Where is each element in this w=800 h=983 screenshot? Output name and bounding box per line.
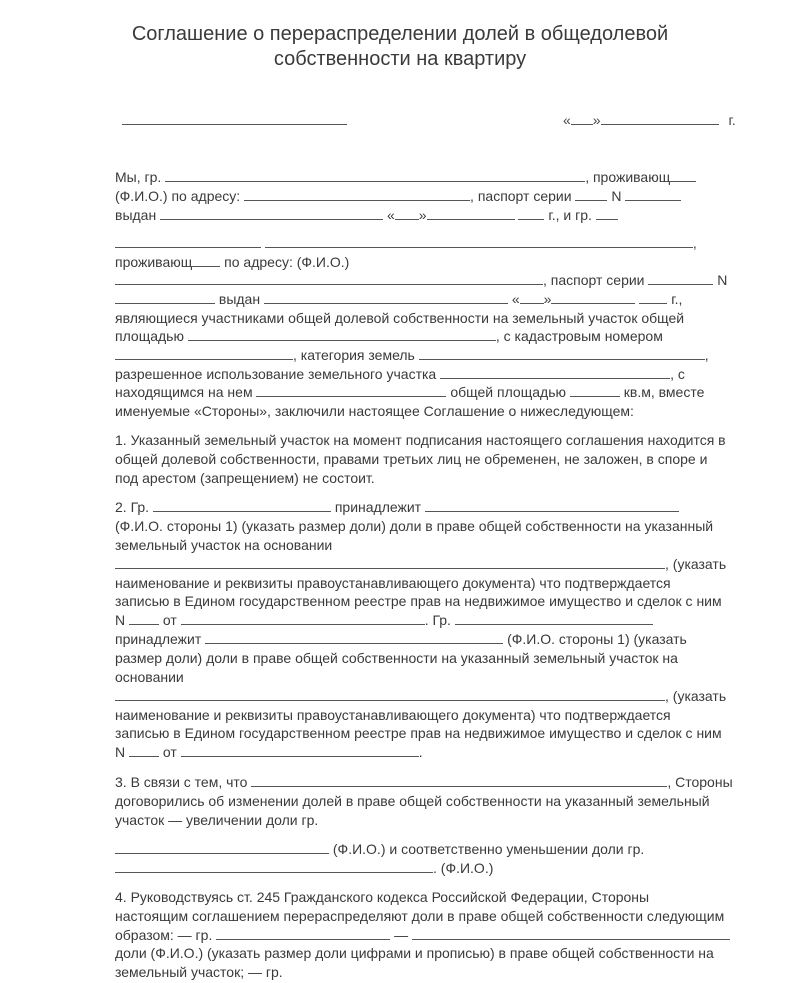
text: , паспорт серии (543, 272, 645, 288)
line (115, 840, 644, 859)
date-month-blank[interactable] (601, 111, 719, 125)
blank-field[interactable] (419, 346, 705, 360)
blank-field[interactable] (520, 290, 544, 304)
text: (Ф.И.О. стороны 1) (указать (507, 631, 687, 647)
blank-field[interactable] (205, 630, 503, 644)
document-title (0, 22, 800, 72)
text: принадлежит (334, 499, 422, 515)
blank-field[interactable] (115, 271, 543, 285)
line (115, 859, 493, 878)
blank-field[interactable] (115, 687, 665, 701)
text: , с кадастровым номером (495, 328, 663, 344)
text: по адресу: (Ф.И.О.) (224, 254, 350, 270)
date-quote-open: « (563, 112, 571, 128)
line (115, 206, 618, 225)
blank-field[interactable] (216, 926, 390, 940)
line (115, 498, 679, 517)
line: являющиеся участниками общей долевой собственности на земельный участок общей (115, 310, 685, 326)
line (115, 253, 349, 272)
blank-field[interactable] (251, 773, 667, 787)
blank-field[interactable] (188, 327, 496, 341)
text: от (162, 744, 177, 760)
line: участок — увеличении доли гр. (115, 812, 319, 828)
text: , проживающ (585, 169, 671, 185)
line (115, 383, 704, 402)
blank-field[interactable] (455, 611, 653, 625)
text: , Стороны (667, 774, 733, 790)
blank-field[interactable] (648, 271, 713, 285)
line (115, 290, 682, 309)
blank-field[interactable] (192, 253, 220, 267)
blank-field[interactable] (256, 383, 446, 397)
text: выдан (115, 207, 157, 223)
line: размер доли) доли в праве общей собственности на указанный земельный участок на (115, 650, 678, 666)
text: образом: — гр. (115, 927, 213, 943)
blank-field[interactable] (181, 743, 419, 757)
blank-field[interactable] (115, 555, 665, 569)
line (115, 234, 697, 253)
line: основании (115, 669, 184, 685)
line: записью в Едином государственном реестре прав на недвижимое имущество и сделок с ним (115, 593, 722, 609)
line (115, 168, 696, 187)
text: (Ф.И.О.) по адресу: (115, 188, 241, 204)
text: г., (671, 291, 683, 307)
line (115, 187, 681, 206)
line: доли (Ф.И.О.) (указать размер доли цифрами и прописью) в праве общей собственности на (115, 945, 714, 961)
text: принадлежит (115, 631, 202, 647)
text: , (указать (665, 688, 727, 704)
date-day-blank[interactable] (571, 111, 593, 125)
line (115, 926, 730, 945)
blank-field[interactable] (181, 611, 425, 625)
blank-field[interactable] (115, 346, 293, 360)
text: 2. Гр. (115, 499, 150, 515)
blank-field[interactable] (165, 168, 585, 182)
blank-field[interactable] (570, 383, 620, 397)
blank-field[interactable] (425, 498, 679, 512)
text: разрешенное использование земельного участка (115, 366, 437, 382)
line: 4. Руководствуясь ст. 245 Гражданского кодекса Российской Федерации, Стороны (115, 889, 650, 905)
blank-field[interactable] (115, 234, 261, 248)
text: общей площадью (450, 384, 566, 400)
blank-field[interactable] (395, 206, 419, 220)
blank-field[interactable] (575, 187, 607, 201)
blank-field[interactable] (551, 290, 635, 304)
line: наименование и реквизиты правоустанавливающего документа) что подтверждается (115, 575, 671, 591)
line (115, 687, 726, 706)
place-field (122, 111, 347, 128)
text: , с (670, 366, 685, 382)
text: г., и гр. (548, 207, 592, 223)
text: , (указать (665, 556, 727, 572)
blank-field[interactable] (153, 498, 331, 512)
blank-field[interactable] (670, 168, 696, 182)
blank-field[interactable] (244, 187, 470, 201)
text: » (418, 207, 427, 223)
line: записью в Едином государственном реестре прав на недвижимое имущество и сделок с ним (115, 725, 722, 741)
blank-field[interactable] (265, 234, 693, 248)
line: земельный участок; — гр. (115, 964, 283, 980)
blank-field[interactable] (264, 290, 508, 304)
place-blank[interactable] (122, 111, 347, 125)
line (115, 630, 687, 649)
text: N (115, 744, 126, 760)
blank-field[interactable] (129, 743, 159, 757)
line (115, 346, 709, 365)
line (115, 365, 685, 384)
text: (Ф.И.О.) и соответственно уменьшении доли гр. (332, 841, 645, 857)
line (115, 773, 733, 792)
line: настоящим соглашением перераспределяют доли в праве общей собственности следующим (115, 908, 725, 924)
blank-field[interactable] (625, 187, 681, 201)
line (115, 611, 653, 630)
line: 1. Указанный земельный участок на момент подписания настоящего соглашения находится в (115, 432, 726, 448)
title-line-1: Соглашение о перераспределении долей в общедолевой (131, 23, 669, 45)
text: выдан (218, 291, 261, 307)
blank-field[interactable] (596, 206, 618, 220)
blank-field[interactable] (115, 840, 329, 854)
text: , (704, 347, 709, 363)
text: N (717, 272, 728, 288)
text: находящимся на нем (115, 384, 253, 400)
text: , (692, 235, 697, 251)
line (115, 555, 726, 574)
text: , паспорт серии (470, 188, 572, 204)
blank-field[interactable] (129, 611, 159, 625)
text: » (543, 291, 552, 307)
date-field (563, 111, 736, 128)
blank-field[interactable] (427, 206, 515, 220)
text: . (418, 744, 423, 760)
blank-field[interactable] (115, 290, 215, 304)
line (115, 743, 423, 762)
line: именуемые «Стороны», заключили настоящее Соглашение о нижеследующем: (115, 403, 634, 419)
blank-field[interactable] (115, 859, 433, 873)
title-line-2: собственности на квартиру (273, 48, 527, 70)
text: . Гр. (424, 612, 451, 628)
text: — (394, 927, 409, 943)
blank-field[interactable] (440, 365, 670, 379)
line: наименование и реквизиты правоустанавливающего документа) что подтверждается (115, 707, 671, 723)
line: земельный участок на основании (115, 537, 333, 553)
line: договорились об изменении долей в праве общей собственности на указанный земельный (115, 793, 710, 809)
line: (Ф.И.О. стороны 1) (указать размер доли) доли в праве общей собственности на указанный (115, 518, 714, 534)
blank-field[interactable] (160, 206, 383, 220)
line: общей долевой собственности, правами третьих лиц не обременен, не заложен, в споре и (115, 451, 708, 467)
line: под арестом (запрещением) не состоит. (115, 470, 375, 486)
text: от (162, 612, 177, 628)
text: . (Ф.И.О.) (433, 860, 494, 876)
date-quote-close: » (592, 112, 601, 128)
line (115, 327, 663, 346)
text: , категория земель (293, 347, 415, 363)
text: проживающ (115, 254, 193, 270)
text: N (115, 612, 126, 628)
text: площадью (115, 328, 184, 344)
text: 3. В связи с тем, что (115, 774, 248, 790)
date-year-suffix: г. (728, 112, 736, 128)
text: Мы, гр. (115, 169, 162, 185)
blank-field[interactable] (412, 926, 730, 940)
blank-field[interactable] (639, 290, 667, 304)
text: N (611, 188, 622, 204)
blank-field[interactable] (518, 206, 544, 220)
text: « (386, 207, 395, 223)
line (115, 271, 727, 290)
text: « (511, 291, 520, 307)
text: кв.м, вместе (623, 384, 705, 400)
